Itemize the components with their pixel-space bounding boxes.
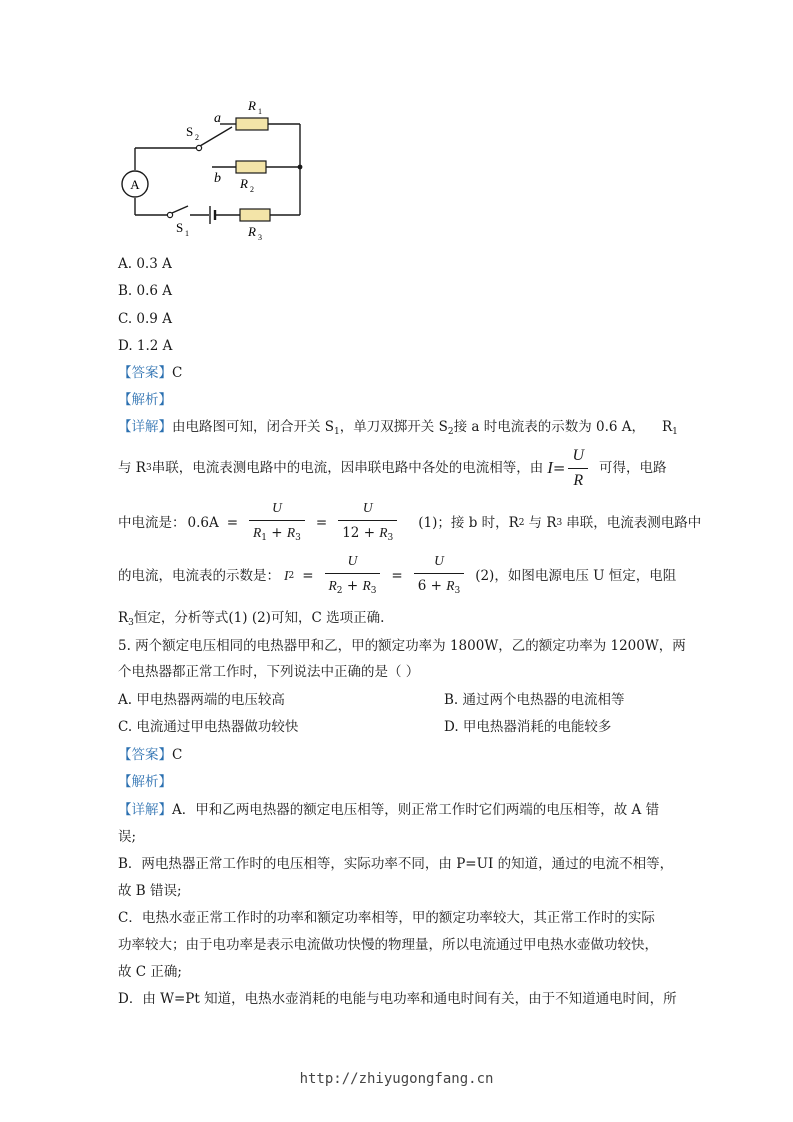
q5-detail-line-6: 功率较大；由于电功率是表示电流做功快慢的物理量，所以电流通过甲电热水壶做功较快， [118,937,658,953]
text: R [362,578,371,593]
text: 6 + [417,578,447,594]
sub: 1 [334,427,340,437]
q5-detail-line-4: 故 B 错误; [118,883,182,899]
sub: 3 [387,533,394,543]
detail-tag: 【详解】 [118,419,172,435]
equals: = [391,568,403,584]
text: 中电流是： [118,515,186,531]
text: 的电流，电流表的示数是： [118,568,280,584]
footer-url: http://zhiyugongfang.cn [299,1071,494,1087]
equals: = [315,515,328,531]
text: + [342,578,363,594]
q4-analysis-tag: 【解析】 [118,392,172,408]
q5-detail-line-3: B．两电热器正常工作时的电压相等，实际功率不同，由 P=UI 的知道，通过的电流不相等， [118,856,674,872]
numerator: U [572,446,585,464]
q5-detail-line-2: 误; [118,829,137,845]
equals: = [552,459,566,477]
q4-detail-line-5 [118,608,384,633]
text: 与 R [118,460,146,476]
text: R [662,419,673,435]
fraction-2 [338,498,397,548]
answer-value: C [172,365,183,381]
circuit-diagram [0,0,793,250]
fraction-1 [249,498,305,548]
resistor-r3 [240,209,270,221]
q4-r1-symbol [662,417,678,442]
sub: 3 [556,518,563,528]
fraction-4 [414,551,464,601]
q5-option-b: B. 通过两个电热器的电流相等 [444,692,625,708]
text: 恒定，分析等式(1) (2)可知，C 选项正确. [133,610,385,626]
q5-analysis-tag: 【解析】 [118,774,172,790]
text: R [379,525,388,540]
q4-option-c: C. 0.9 A [118,311,172,327]
label-r1-sub: 1 [258,107,262,116]
fraction-3 [325,551,381,601]
text: (1)；接 b 时，R [418,515,519,531]
text: (2)，如图电源电压 U 恒定，电阻 [475,568,677,584]
denominator [414,573,464,601]
equals: = [226,515,239,531]
label-a: a [214,111,221,126]
q5-detail-line-7: 故 C 正确; [118,964,182,980]
q4-option-b: B. 0.6 A [118,283,173,299]
q4-detail-line-2 [118,443,667,493]
label-s2-sub: 2 [195,133,199,142]
sub: 2 [518,518,525,528]
text: A．甲和乙两电热器的额定电压相等，则正常工作时它们两端的电压相等，故 A 错 [172,802,660,818]
resistor-r1 [236,118,268,130]
current-symbol: I [547,458,553,477]
denominator: R [568,468,588,491]
q5-stem-line-1: 5. 两个额定电压相同的电热器甲和乙，甲的额定功率为 1800W，乙的额定功率为 1200W，两 [118,638,686,654]
fraction-u-over-r [568,446,588,491]
q5-stem-line-2: 个电热器都正常工作时，下列说法中正确的是（ ） [118,664,420,680]
label-s2: S [186,124,194,139]
label-r1: R [248,98,256,113]
sub: 3 [454,586,461,596]
sub: 2 [447,427,454,437]
text: 由电路图可知，闭合开关 S [172,419,335,435]
text: ，单刀双掷开关 S [339,419,448,435]
text: 接 a 时电流表的示数为 0.6 A， [453,419,645,435]
text: R [446,578,455,593]
numerator: U [362,500,373,515]
text: 12 + [342,525,380,541]
detail-tag: 【详解】 [118,802,172,818]
q4-detail-line-3 [118,498,701,548]
current-value: 0.6A [187,515,219,531]
answer-value: C [172,747,183,763]
text: R [286,525,296,540]
sub: 2 [288,571,295,581]
q4-answer [118,363,182,383]
label-b: b [214,171,221,186]
sub: 3 [145,463,152,473]
current-symbol: I [284,568,289,583]
sub: 3 [295,533,301,543]
label-r2-sub: 2 [250,185,254,194]
text: R [328,578,337,593]
label-r2: R [240,176,248,191]
sub: 3 [370,586,377,596]
q5-detail-line-8: D．由 W=Pt 知道，电热水壶消耗的电能与电功率和通电时间有关，由于不知道通电时间，所 [118,991,677,1007]
equals: = [302,568,314,584]
text: + [267,525,287,541]
resistor-r2 [236,161,266,173]
answer-tag: 【答案】 [118,747,172,763]
text: 串联，电流表测电路中 [566,515,702,531]
sub: 2 [336,586,343,596]
q5-option-d: D. 甲电热器消耗的电能较多 [444,719,612,735]
sub: 1 [261,533,268,543]
q4-detail-line-4 [118,551,676,601]
q5-option-c: C. 电流通过甲电热器做功较快 [118,719,299,735]
text: 串联，电流表测电路中的电流，因串联电路中各处的电流相等，由 [151,460,544,476]
label-r3: R [248,224,256,239]
label-s1: S [176,220,184,235]
label-s1-sub: 1 [185,229,189,238]
answer-tag: 【答案】 [118,365,172,381]
sub: 3 [128,618,134,628]
q5-option-a: A. 甲电热器两端的电压较高 [118,692,285,708]
sub: 1 [672,427,678,437]
text: 与 R [528,515,557,531]
q4-option-d: D. 1.2 A [118,338,173,354]
numerator: U [272,500,282,515]
numerator: U [434,553,444,568]
ammeter-label: A [130,177,140,192]
q4-option-a: A. 0.3 A [118,256,172,272]
numerator: U [347,553,358,568]
label-r3-sub: 3 [258,233,262,242]
q5-answer [118,745,182,765]
text: 可得，电路 [599,460,667,476]
denominator [249,520,305,548]
q4-detail-line-1 [118,417,645,442]
denominator [325,573,381,601]
denominator [338,520,397,548]
q5-detail-line-1 [118,800,659,820]
text: R [118,610,129,626]
q5-detail-line-5: C．电热水壶正常工作时的功率和额定功率相等，甲的额定功率较大，其正常工作时的实际 [118,910,655,926]
text: R [253,525,262,540]
